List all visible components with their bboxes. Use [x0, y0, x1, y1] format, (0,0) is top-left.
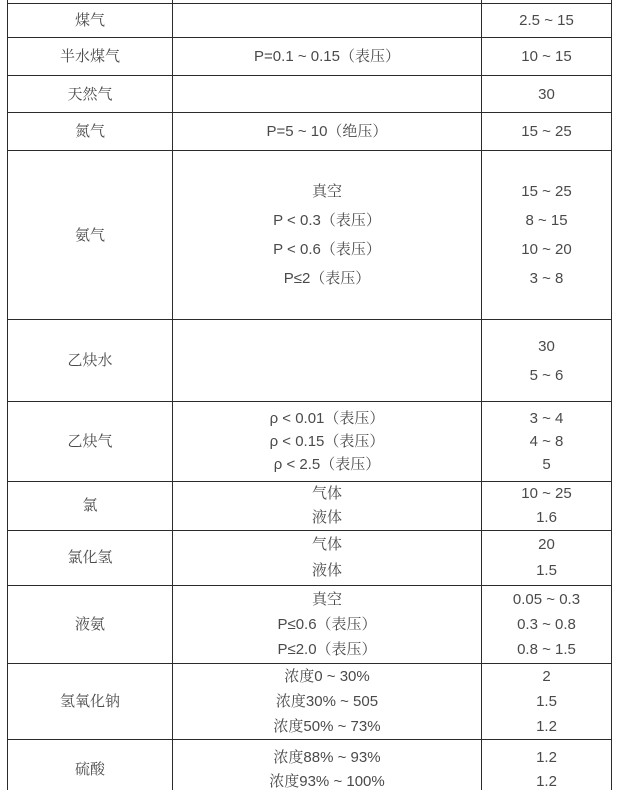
value-cell [482, 531, 611, 585]
condition-line: P≤0.6（表压） [277, 616, 377, 633]
substance-name: 氯化氢 [67, 549, 113, 566]
substance-name-cell [8, 664, 173, 739]
table-row [8, 319, 611, 401]
substance-name-cell [8, 76, 173, 112]
substance-name: 乙炔气 [67, 433, 113, 450]
condition-line: 气体 [311, 536, 342, 553]
value-line: 20 [538, 536, 555, 553]
value-line: 10 ~ 20 [521, 241, 572, 258]
value-line: 30 [538, 85, 555, 103]
substance-name: 氢氧化钠 [59, 693, 120, 710]
value-line: 1.5 [536, 562, 557, 579]
substance-name: 硫酸 [74, 760, 105, 778]
value-cell [482, 586, 611, 663]
condition-cell [173, 482, 482, 530]
condition-line: 气体 [311, 485, 342, 502]
condition-line: 真空 [311, 183, 342, 200]
table-row [8, 663, 611, 739]
value-line: 1.6 [536, 509, 557, 526]
condition-cell [173, 151, 482, 319]
condition-line: 液体 [311, 509, 342, 526]
value-cell [482, 113, 611, 150]
condition-line: P=0.1 ~ 0.15（表压） [254, 48, 400, 65]
substance-name-cell [8, 113, 173, 150]
condition-line: 浓度30% ~ 505 [275, 693, 379, 710]
condition-line: ρ < 0.15（表压） [269, 433, 385, 450]
media-velocity-table [7, 0, 612, 790]
condition-line: 浓度0 ~ 30% [284, 668, 370, 685]
value-line: 2.5 ~ 15 [519, 12, 574, 29]
substance-name-cell [8, 151, 173, 319]
substance-name-cell [8, 586, 173, 663]
substance-name: 煤气 [74, 12, 105, 29]
value-cell [482, 320, 611, 401]
value-line: 5 [542, 456, 551, 473]
value-cell [482, 76, 611, 112]
value-cell [482, 38, 611, 75]
condition-line: P≤2.0（表压） [277, 641, 377, 658]
value-line: 1.2 [536, 772, 557, 790]
value-cell [482, 0, 611, 3]
value-cell [482, 4, 611, 37]
condition-line: 浓度88% ~ 93% [273, 748, 381, 766]
table-row [8, 739, 611, 790]
substance-name-cell [8, 38, 173, 75]
substance-name: 天然气 [67, 85, 113, 103]
condition-cell [173, 320, 482, 401]
value-line: 5 ~ 6 [529, 366, 564, 384]
table-row [8, 112, 611, 150]
substance-name: 氯 [82, 497, 98, 514]
value-line: 2 [542, 668, 551, 685]
value-line: 1.2 [536, 748, 557, 766]
table-row [8, 481, 611, 530]
value-line: 30 [538, 337, 555, 355]
value-line: 10 ~ 25 [521, 485, 572, 502]
table-row [8, 37, 611, 75]
table-row [8, 75, 611, 112]
condition-cell [173, 4, 482, 37]
condition-line: 浓度93% ~ 100% [269, 772, 385, 790]
condition-line: ρ < 2.5（表压） [273, 456, 381, 473]
substance-name-cell [8, 482, 173, 530]
condition-line: P < 0.3（表压） [273, 212, 381, 229]
condition-cell [173, 664, 482, 739]
value-cell [482, 151, 611, 319]
table-row [8, 150, 611, 319]
condition-cell [173, 113, 482, 150]
substance-name: 氨气 [74, 226, 105, 244]
condition-cell [173, 586, 482, 663]
value-line: 10 ~ 15 [521, 48, 572, 65]
value-line: 3 ~ 4 [529, 410, 564, 427]
substance-name-cell [8, 531, 173, 585]
condition-cell [173, 531, 482, 585]
value-line: 15 ~ 25 [521, 123, 572, 140]
condition-line: P≤2（表压） [283, 270, 371, 287]
value-line: 1.5 [536, 693, 557, 710]
substance-name: 乙炔水 [67, 352, 113, 369]
substance-name-cell [8, 740, 173, 790]
value-line: 15 ~ 25 [521, 183, 572, 200]
table-row [8, 530, 611, 585]
substance-name: 氮气 [74, 123, 105, 140]
substance-name: 液氨 [74, 616, 105, 633]
substance-name-cell [8, 320, 173, 401]
condition-cell [173, 0, 482, 3]
condition-cell [173, 740, 482, 790]
condition-cell [173, 76, 482, 112]
table-row [8, 401, 611, 481]
table-row [8, 585, 611, 663]
value-cell [482, 482, 611, 530]
substance-name-cell [8, 0, 173, 3]
condition-line: P < 0.6（表压） [273, 241, 381, 258]
cropped-row-top [8, 0, 611, 3]
condition-cell [173, 402, 482, 481]
value-line: 8 ~ 15 [525, 212, 568, 229]
condition-line: 液体 [311, 562, 342, 579]
value-cell [482, 664, 611, 739]
value-line: 0.8 ~ 1.5 [517, 641, 576, 658]
condition-line: P=5 ~ 10（绝压） [266, 123, 388, 140]
value-cell [482, 740, 611, 790]
value-line: 1.2 [536, 718, 557, 735]
condition-line: ρ < 0.01（表压） [269, 410, 385, 427]
substance-name-cell [8, 402, 173, 481]
value-line: 0.05 ~ 0.3 [512, 591, 581, 608]
condition-line: 真空 [311, 591, 342, 608]
value-cell [482, 402, 611, 481]
value-line: 3 ~ 8 [529, 270, 564, 287]
table-row [8, 3, 611, 37]
substance-name-cell [8, 4, 173, 37]
substance-name: 半水煤气 [59, 48, 120, 65]
value-line: 4 ~ 8 [529, 433, 564, 450]
condition-line: 浓度50% ~ 73% [273, 718, 381, 735]
condition-cell [173, 38, 482, 75]
value-line: 0.3 ~ 0.8 [517, 616, 576, 633]
